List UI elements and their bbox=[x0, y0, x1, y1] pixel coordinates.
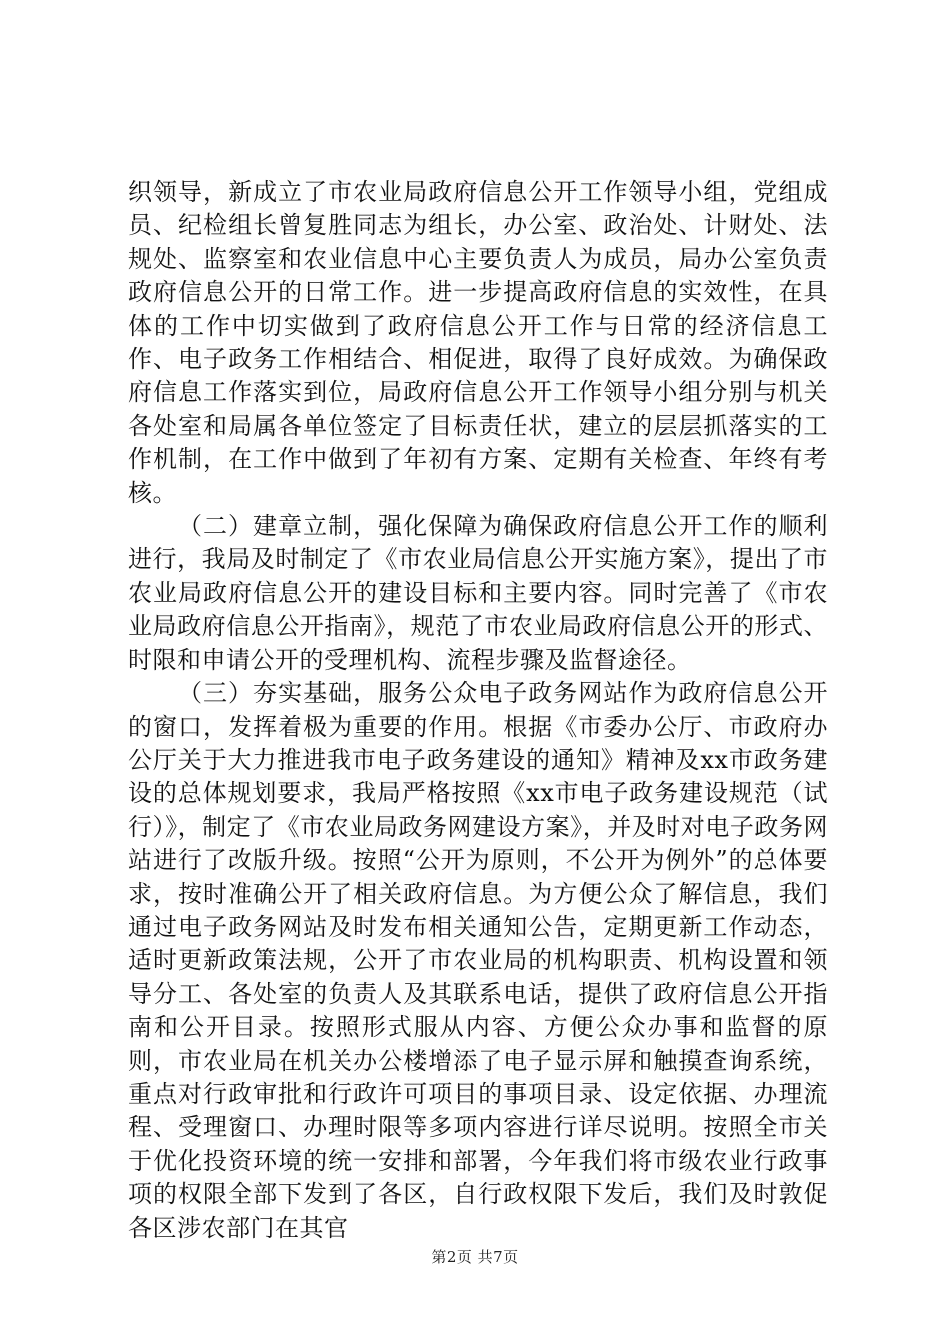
paragraph-intro: 织领导，新成立了市农业局政府信息公开工作领导小组，党组成员、纪检组长曾复胜同志为组长，办公室、政治处、计财处、法规处、监察室和农业信息中心主要负责人为成员，局办公室负责政府信息公开的日常工作。进一步提高政府信息的实效性，在具体的工作中切实做到了政府信息公开工作与日常的经济信息工作、电子政务工作相结合、相促进，取得了良好成效。为确保政府信息工作落实到位，局政府信息公开工作领导小组分别与机关各处室和局属各单位签定了目标责任状，建立的层层抓落实的工作机制，在工作中做到了年初有方案、定期有关检查、年终有考核。 bbox=[128, 178, 828, 507]
page-number-footer: 第2页 共7页 bbox=[431, 1248, 519, 1266]
paragraph-section-3: （三）夯实基础，服务公众电子政务网站作为政府信息公开的窗口，发挥着极为重要的作用。根据《市委办公厅、市政府办公厅关于大力推进我市电子政务建设的通知》精神及xx市政务建设的总体规划要求，我局严格按照《xx市电子政务建设规范（试行）》，制定了《市农业局政务网建设方案》，并及时对电子政务网站进行了改版升级。按照“公开为原则，不公开为例外”的总体要求，按时准确公开了相关政府信息。为方便公众了解信息，我们通过电子政务网站及时发布相关通知公告，定期更新工作动态，适时更新政策法规，公开了市农业局的机构职责、机构设置和领导分工、各处室的负责人及其联系电话，提供了政府信息公开指南和公开目录。按照形式服从内容、方便公众办事和监督的原则，市农业局在机关办公楼增添了电子显示屏和触摸查询系统，重点对行政审批和行政许可项目的事项目录、设定依据、办理流程、受理窗口、办理时限等多项内容进行详尽说明。按照全市关于优化投资环境的统一安排和部署，今年我们将市级农业行政事项的权限全部下发到了各区，自行政权限下发后，我们及时敦促各区涉农部门在其官 bbox=[128, 679, 828, 1242]
paragraph-section-2: （二）建章立制，强化保障为确保政府信息公开工作的顺利进行，我局及时制定了《市农业局信息公开实施方案》，提出了市农业局政府信息公开的建设目标和主要内容。同时完善了《市农业局政府信息公开指南》，规范了市农业局政府信息公开的形式、时限和申请公开的受理机构、流程步骤及监督途径。 bbox=[128, 512, 828, 674]
document-body bbox=[128, 176, 828, 1245]
